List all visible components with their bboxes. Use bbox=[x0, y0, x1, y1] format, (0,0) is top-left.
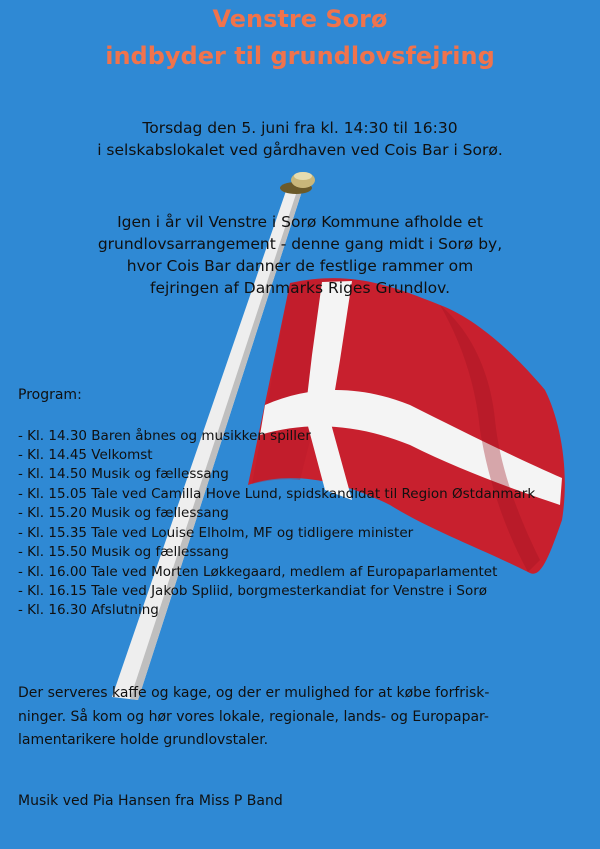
closing-line-3: lamentarikere holde grundlovstaler. bbox=[18, 732, 269, 748]
program-item: - Kl. 14.30 Baren åbnes og musikken spiller bbox=[18, 428, 311, 444]
pole-finial bbox=[280, 172, 315, 194]
program-item: - Kl. 16.30 Afslutning bbox=[18, 602, 159, 618]
title-line-1: Venstre Sorø bbox=[212, 5, 388, 33]
program-item: - Kl. 16.15 Tale ved Jakob Spliid, borgmesterkandiat for Venstre i Sorø bbox=[18, 583, 488, 599]
program-item: - Kl. 16.00 Tale ved Morten Løkkegaard, medlem af Europaparlamentet bbox=[18, 564, 498, 580]
intro-line-4: fejringen af Danmarks Riges Grundlov. bbox=[149, 279, 451, 297]
program-item: - Kl. 15.35 Tale ved Louise Elholm, MF og tidligere minister bbox=[18, 525, 414, 541]
closing-line-1: Der serveres kaffe og kage, og der er mulighed for at købe forfrisk- bbox=[18, 685, 490, 701]
program-item: - Kl. 14.45 Velkomst bbox=[18, 447, 153, 463]
program-item: - Kl. 15.05 Tale ved Camilla Hove Lund, spidskandidat til Region Østdanmark bbox=[18, 486, 536, 502]
music-credit: Musik ved Pia Hansen fra Miss P Band bbox=[18, 793, 283, 809]
date-time-line: Torsdag den 5. juni fra kl. 14:30 til 16:30 bbox=[142, 119, 458, 137]
program-heading: Program: bbox=[18, 387, 82, 403]
program-item: - Kl. 15.20 Musik og fællessang bbox=[18, 505, 229, 521]
program-item: - Kl. 15.50 Musik og fællessang bbox=[18, 544, 229, 560]
title-line-2: indbyder til grundlovsfejring bbox=[105, 42, 495, 70]
intro-line-1: Igen i år vil Venstre i Sorø Kommune afholde et bbox=[117, 213, 483, 231]
intro-line-3: hvor Cois Bar danner de festlige rammer om bbox=[126, 257, 474, 275]
program-item: - Kl. 14.50 Musik og fællessang bbox=[18, 466, 229, 482]
closing-line-2: ninger. Så kom og hør vores lokale, regionale, lands- og Europapar- bbox=[18, 709, 489, 725]
location-line: i selskabslokalet ved gårdhaven ved Cois Bar i Sorø. bbox=[97, 141, 503, 159]
intro-line-2: grundlovsarrangement - denne gang midt i Sorø by, bbox=[97, 235, 503, 253]
